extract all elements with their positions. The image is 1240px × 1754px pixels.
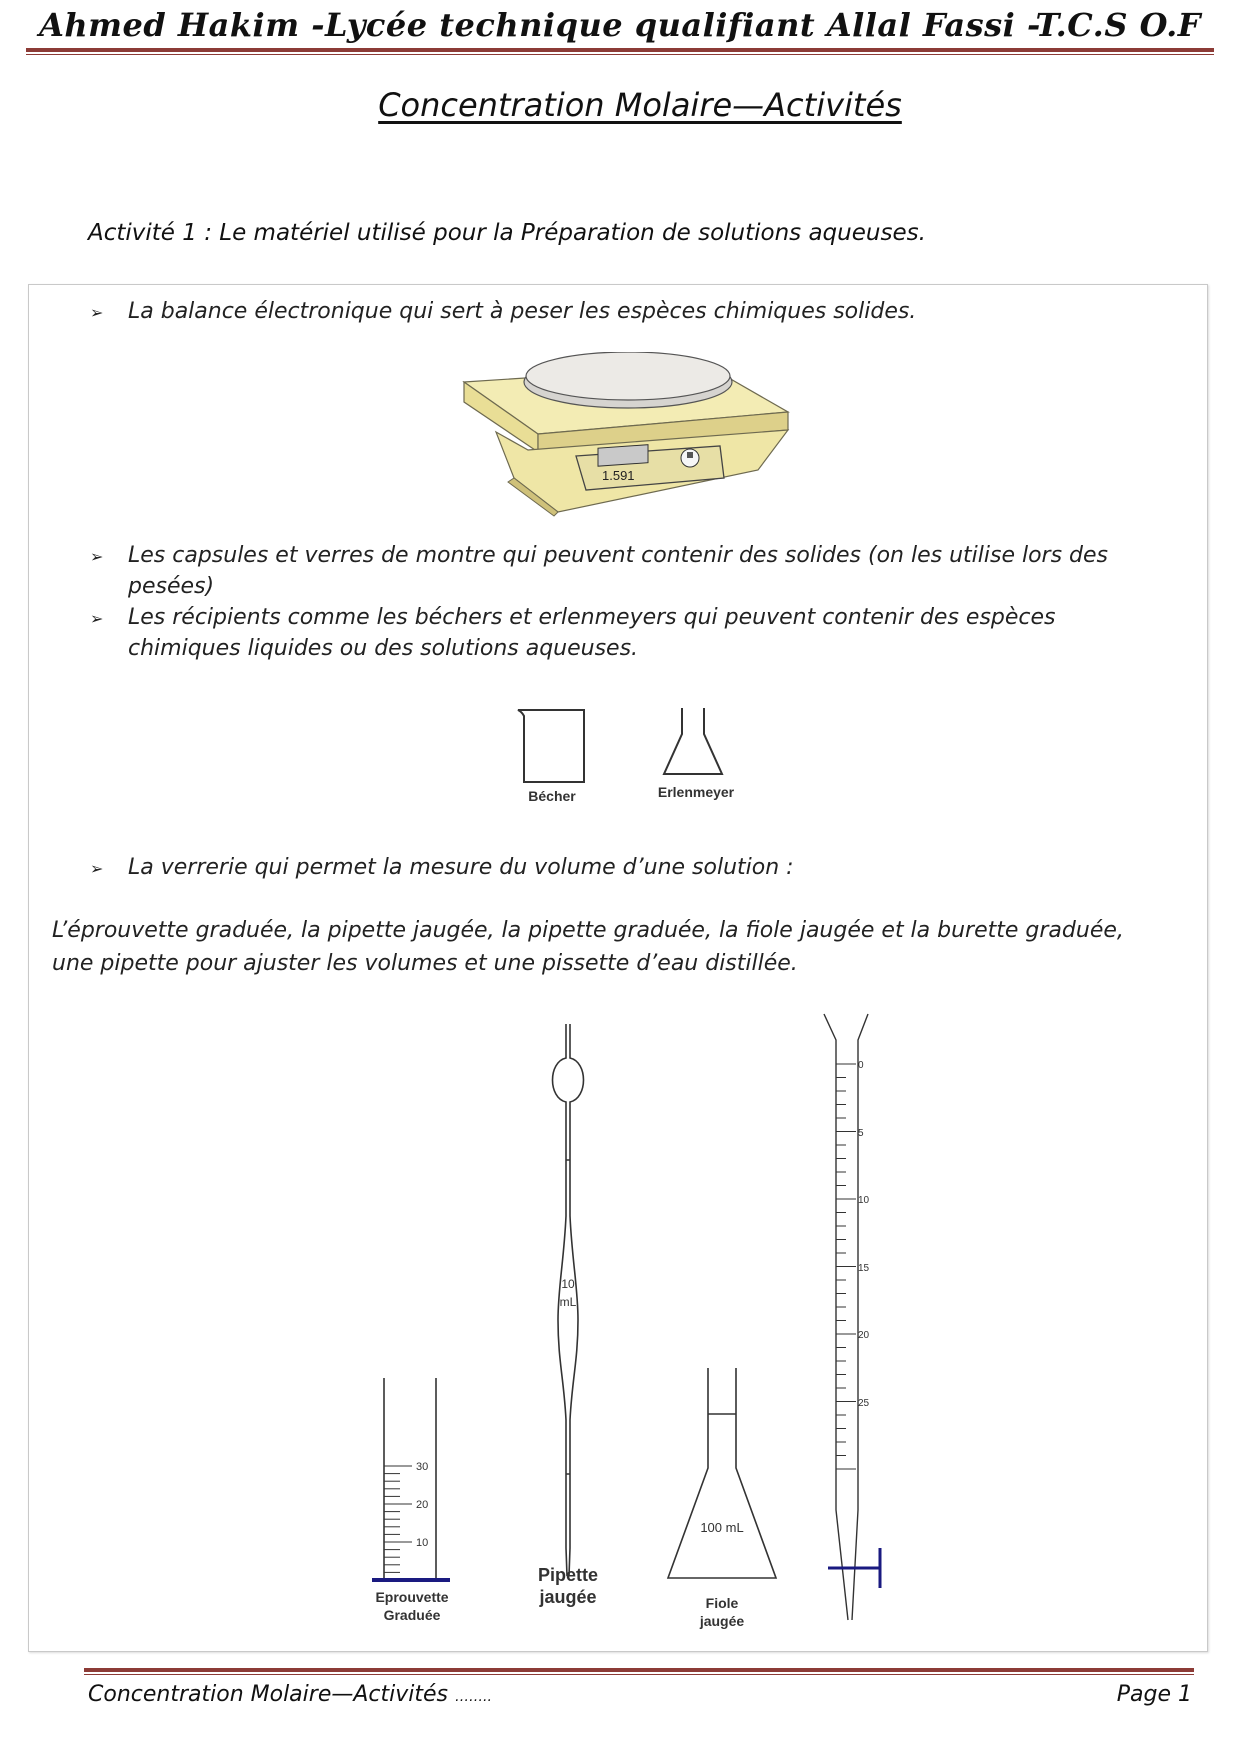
- becher-illustration: [514, 706, 590, 786]
- pipette-label-line2: jaugée: [539, 1587, 597, 1607]
- paragraph-line-2: une pipette pour ajuster les volumes et une pissette d’eau distillée.: [52, 951, 798, 976]
- bullet-text: Les récipients comme les béchers et erlenmeyers qui peuvent contenir des espèces chimiques liquides ou des solutions aqueuses.: [128, 605, 1056, 661]
- eprouvette-label: [362, 1588, 462, 1624]
- page-number: Page 1: [1116, 1682, 1192, 1707]
- eprouvette-label-line1: Eprouvette: [375, 1589, 449, 1605]
- eprouvette-tick-label: 20: [416, 1499, 429, 1511]
- burette-illustration: [820, 1010, 920, 1630]
- fiole-illustration: [660, 1364, 784, 1586]
- footer-dots: ……..: [455, 1689, 492, 1705]
- becher-label: Bécher: [528, 788, 576, 804]
- arrowhead-bullet-icon: ➢: [90, 609, 104, 628]
- burette-tick-label: 15: [858, 1263, 870, 1274]
- header-rule-thin: [26, 54, 1214, 55]
- bullet-text: La verrerie qui permet la mesure du volume d’une solution :: [128, 855, 794, 880]
- footer-title: Concentration Molaire—Activités: [88, 1682, 448, 1707]
- eprouvette-illustration: [370, 1374, 456, 1584]
- balance-display: 1.591: [602, 468, 635, 483]
- eprouvette-label-line2: Graduée: [383, 1607, 441, 1623]
- arrowhead-bullet-icon: ➢: [90, 303, 104, 322]
- bullet-balance: [90, 296, 1188, 327]
- arrowhead-bullet-icon: ➢: [90, 859, 104, 878]
- bullet-recipients: [90, 602, 1158, 664]
- eprouvette-tick-label: 30: [416, 1461, 429, 1473]
- footer-rule-thin: [84, 1674, 1194, 1675]
- pipette-label-line1: Pipette: [537, 1565, 598, 1585]
- header-title: Ahmed Hakim -Lycée technique qualifiant Allal Fassi -T.C.S O.F: [39, 6, 1201, 44]
- burette-tick-label: 5: [858, 1128, 864, 1139]
- pipette-label: [518, 1564, 618, 1608]
- bullet-verrerie: [90, 852, 1128, 883]
- burette-tick-label: 25: [858, 1398, 870, 1409]
- electronic-balance-illustration: [458, 352, 798, 518]
- burette-tick-label: 0: [858, 1060, 864, 1071]
- pipette-volume-unit: mL: [559, 1295, 577, 1309]
- eprouvette-tick-label: 10: [416, 1537, 429, 1549]
- bullet-text: Les capsules et verres de montre qui peuvent contenir des solides (on les utilise lors des pesées): [128, 543, 1109, 599]
- arrowhead-bullet-icon: ➢: [90, 547, 104, 566]
- paragraph-line-1: L’éprouvette graduée, la pipette jaugée, la pipette graduée, la fiole jaugée et la burette graduée,: [52, 918, 1124, 943]
- header-rule: [26, 48, 1214, 52]
- bullet-capsules: [90, 540, 1184, 602]
- page-title: Concentration Molaire—Activités: [378, 86, 902, 124]
- pipette-volume-value: 10: [561, 1277, 575, 1291]
- glassware-paragraph: [52, 914, 1212, 980]
- fiole-label: [672, 1594, 772, 1630]
- pipette-illustration: [536, 1020, 600, 1580]
- erlenmeyer-illustration: [660, 704, 728, 780]
- bullet-text: La balance électronique qui sert à peser les espèces chimiques solides.: [128, 299, 917, 324]
- fiole-label-line1: Fiole: [705, 1595, 739, 1611]
- footer-left: [88, 1682, 492, 1707]
- footer-rule: [84, 1668, 1194, 1672]
- erlenmeyer-label: Erlenmeyer: [657, 784, 735, 800]
- burette-tick-label: 20: [858, 1330, 870, 1341]
- fiole-volume: 100 mL: [700, 1520, 744, 1535]
- burette-tick-label: 10: [858, 1195, 870, 1206]
- fiole-label-line2: jaugée: [699, 1613, 745, 1629]
- activity-heading: Activité 1 : Le matériel utilisé pour la Préparation de solutions aqueuses.: [88, 220, 926, 246]
